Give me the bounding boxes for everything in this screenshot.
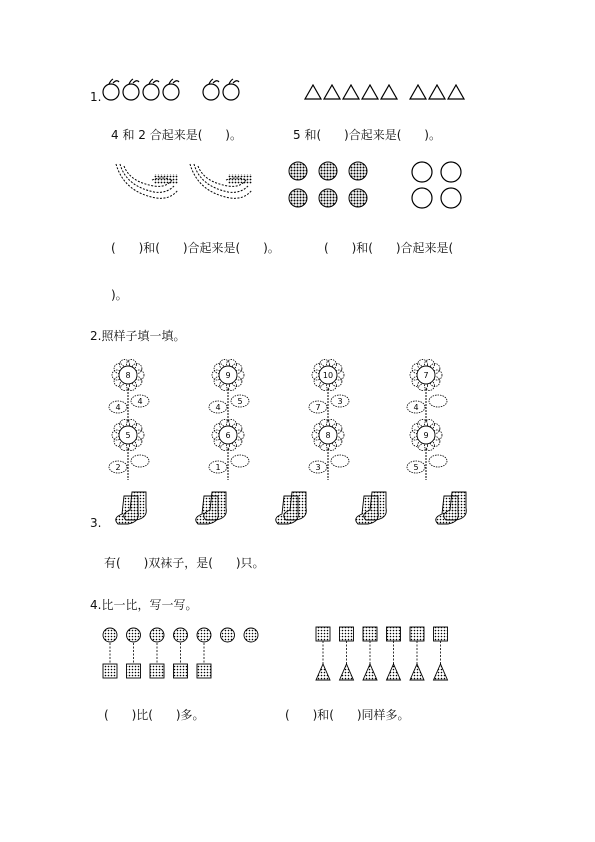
dotted-square-icon <box>340 627 354 641</box>
dotted-circle-icon <box>244 628 258 642</box>
sunflower-icon <box>309 360 349 421</box>
flower-left-leaf-number: 4 <box>115 403 121 412</box>
dotted-circle-icon <box>221 628 235 642</box>
dotted-circle-icon <box>349 162 367 180</box>
flower-center-number: 9 <box>423 431 429 440</box>
circle-icon <box>412 188 432 208</box>
dotted-circle-group <box>287 160 371 210</box>
dotted-triangle-icon <box>340 664 354 680</box>
dotted-square-icon <box>363 627 377 641</box>
flower-left-leaf-number: 7 <box>315 403 321 412</box>
flower-center-number: 7 <box>423 371 429 380</box>
flower-center-number: 9 <box>225 371 231 380</box>
dotted-triangle-icon <box>363 664 377 680</box>
q3-sentence: 有( )双袜子，是( )只。 <box>104 556 265 570</box>
q1-line-c: ( )和( )合起来是( )。 <box>111 241 280 255</box>
sunflower-icon <box>209 360 249 421</box>
apple-icon <box>163 79 179 100</box>
triangle-icon <box>429 85 445 99</box>
dotted-circle-icon <box>349 189 367 207</box>
dotted-square-icon <box>387 627 401 641</box>
q1-line-e: )。 <box>111 288 128 302</box>
q1-line-d: ( )和( )合起来是( <box>324 241 454 255</box>
dotted-triangle-icon <box>434 664 448 680</box>
flower-center-number: 8 <box>125 371 131 380</box>
sunflower-icon <box>209 420 249 480</box>
sunflower-icon <box>309 420 349 480</box>
circle-icon <box>441 188 461 208</box>
compare-left <box>101 626 261 682</box>
sunflower-icon <box>109 420 149 480</box>
sunflower-icon <box>407 420 447 480</box>
compare-right <box>314 626 450 682</box>
dotted-triangle-icon <box>387 664 401 680</box>
sock-pair-icon <box>436 492 467 524</box>
dotted-square-icon <box>150 664 164 678</box>
dotted-circle-icon <box>289 189 307 207</box>
dotted-circle-icon <box>127 628 141 642</box>
flower-left-leaf-number: 5 <box>413 463 419 472</box>
dotted-square-icon <box>434 627 448 641</box>
apple-icon <box>103 79 119 100</box>
flower-center-number: 8 <box>325 431 331 440</box>
dotted-square-icon <box>197 664 211 678</box>
flower-left-leaf-number: 4 <box>413 403 419 412</box>
banana-bunch-icon <box>190 164 252 198</box>
flower-center-number: 5 <box>125 431 131 440</box>
q2-title: 2.照样子填一填。 <box>90 329 186 343</box>
dotted-square-icon <box>127 664 141 678</box>
flower-grid <box>106 355 482 480</box>
sock-pair-icon <box>356 492 387 524</box>
sock-pair-icon <box>116 492 147 524</box>
flower-left-leaf-number: 3 <box>315 463 321 472</box>
flower-center-number: 6 <box>225 431 231 440</box>
flower-right-leaf-number: 4 <box>137 397 143 406</box>
q3-number: 3. <box>90 516 102 530</box>
flower-center-number: 10 <box>322 371 334 380</box>
dotted-circle-icon <box>174 628 188 642</box>
q4-title: 4.比一比，写一写。 <box>90 598 198 612</box>
dotted-triangle-icon <box>410 664 424 680</box>
apple-icon <box>123 79 139 100</box>
sock-pair-icon <box>276 492 307 524</box>
q4-right-sentence: ( )和( )同样多。 <box>285 708 410 722</box>
sock-pair-icon <box>196 492 227 524</box>
dotted-square-icon <box>174 664 188 678</box>
dotted-circle-icon <box>103 628 117 642</box>
triangle-icon <box>343 85 359 99</box>
banana-bunch-icon <box>116 164 178 198</box>
apple-icon <box>223 79 239 100</box>
sock-group <box>106 488 468 528</box>
dotted-circle-icon <box>197 628 211 642</box>
triangle-icon <box>381 85 397 99</box>
circle-group <box>409 159 465 211</box>
apple-icon <box>203 79 219 100</box>
circle-icon <box>441 162 461 182</box>
q1-line-b: 5 和( )合起来是( )。 <box>293 128 441 142</box>
dotted-circle-icon <box>150 628 164 642</box>
circle-icon <box>412 162 432 182</box>
flower-left-leaf-number: 2 <box>115 463 121 472</box>
triangle-icon <box>324 85 340 99</box>
q1-number: 1. <box>90 90 102 104</box>
flower-right-leaf-number: 5 <box>237 397 243 406</box>
dotted-triangle-icon <box>316 664 330 680</box>
q4-left-sentence: ( )比( )多。 <box>104 708 205 722</box>
triangle-icon <box>410 85 426 99</box>
apple-icon <box>143 79 159 100</box>
sunflower-icon <box>109 360 149 421</box>
sunflower-icon <box>407 360 447 421</box>
triangle-icon <box>305 85 321 99</box>
flower-left-leaf-number: 1 <box>215 463 221 472</box>
q1-line-a: 4 和 2 合起来是( )。 <box>111 128 242 142</box>
triangle-icon <box>362 85 378 99</box>
dotted-square-icon <box>410 627 424 641</box>
dotted-circle-icon <box>319 162 337 180</box>
dotted-square-icon <box>103 664 117 678</box>
apple-group <box>101 78 243 102</box>
dotted-circle-icon <box>289 162 307 180</box>
flower-left-leaf-number: 4 <box>215 403 221 412</box>
dotted-square-icon <box>316 627 330 641</box>
banana-group <box>112 160 252 206</box>
dotted-circle-icon <box>319 189 337 207</box>
triangle-icon <box>448 85 464 99</box>
triangle-group <box>304 84 466 100</box>
flower-right-leaf-number: 3 <box>337 397 343 406</box>
